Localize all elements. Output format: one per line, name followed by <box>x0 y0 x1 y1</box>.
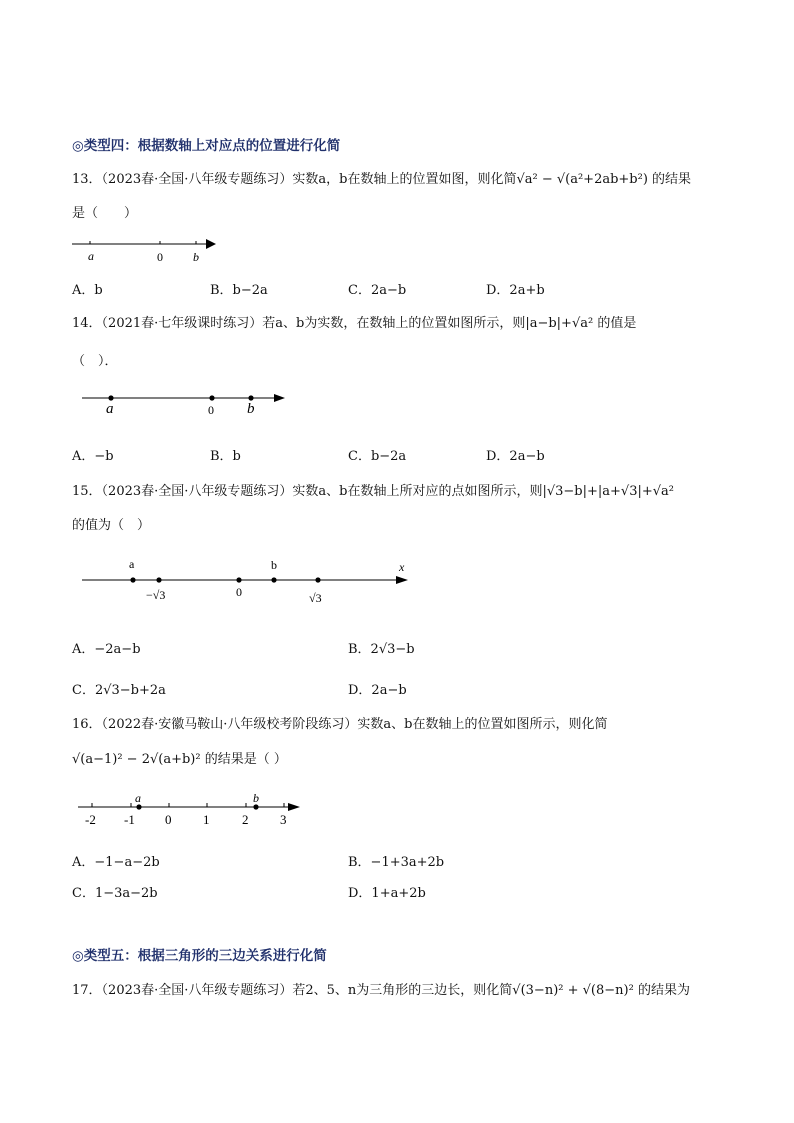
q16-option-b: B．−1+3a+2b <box>348 855 445 870</box>
q14-option-b: B．b <box>210 449 241 464</box>
q14-axis-label-0: 0 <box>208 403 214 417</box>
question-16-stem-cont: √(a−1)² − 2√(a+b)² 的结果是（ ） <box>72 752 287 767</box>
q15-option-c: C．2√3−b+2a <box>72 683 166 698</box>
question-17-stem: 17．（2023春·全国·八年级专题练习）若2、5、n为三角形的三边长，则化简√(3−n)² + √(8−n)² 的结果为 <box>72 983 690 998</box>
question-15-stem: 15．（2023春·全国·八年级专题练习）实数a、b在数轴上所对应的点如图所示，则|√3−b|+|a+√3|+√a² <box>72 484 674 499</box>
question-13-number-line <box>68 234 228 266</box>
section-header-type5: ◎类型五：根据三角形的三边关系进行化简 <box>72 948 327 964</box>
q13-axis-label-0: 0 <box>157 250 163 264</box>
q14-axis-label-b: b <box>247 401 255 417</box>
q16-point-label-a: a <box>135 791 141 805</box>
q16-option-c: C．1−3a−2b <box>72 886 158 901</box>
q13-option-d: D．2a+b <box>486 283 545 298</box>
question-14-stem-cont: （ ）． <box>72 354 118 369</box>
q14-axis-label-a: a <box>106 401 114 417</box>
question-14-number-line <box>78 388 298 422</box>
q16-point-label-b: b <box>253 791 259 805</box>
q15-axis-label-sqrt3: √3 <box>309 591 322 605</box>
q13-option-c: C．2a−b <box>348 283 407 298</box>
q15-axis-label-neg-sqrt3: −√3 <box>146 588 166 602</box>
q13-option-a: A．b <box>72 283 103 298</box>
question-16-stem: 16．（2022春·安徽马鞍山·八年级校考阶段练习）实数a、b在数轴上的位置如图所示，则化简 <box>72 717 608 732</box>
q14-option-a: A．−b <box>72 449 114 464</box>
q15-option-d: D．2a−b <box>348 683 407 698</box>
q14-option-c: C．b−2a <box>348 449 407 464</box>
q16-tick-label: -2 <box>85 812 96 827</box>
q16-tick-label: -1 <box>124 812 135 827</box>
q13-option-b: B．b−2a <box>210 283 268 298</box>
q14-option-d: D．2a−b <box>486 449 545 464</box>
q15-axis-label-b: b <box>271 558 277 572</box>
q16-tick-label: 2 <box>242 812 249 827</box>
q16-tick-label: 1 <box>203 812 210 827</box>
q13-axis-label-a: a <box>88 249 94 263</box>
question-14-stem: 14．（2021春·七年级课时练习）若a、b为实数，在数轴上的位置如图所示，则|a−b|+√a² 的值是 <box>72 316 637 331</box>
q15-axis-label-0: 0 <box>236 585 242 599</box>
q15-option-b: B．2√3−b <box>348 642 415 657</box>
question-15-number-line <box>78 556 418 608</box>
question-13-stem: 13．（2023春·全国·八年级专题练习）实数a，b在数轴上的位置如图，则化简√a² − √(a²+2ab+b²) 的结果 <box>72 172 692 187</box>
section-header-type4: ◎类型四：根据数轴上对应点的位置进行化简 <box>72 138 341 154</box>
q15-axis-label-a: a <box>129 557 135 571</box>
q15-axis-label-x: x <box>399 560 405 574</box>
q16-tick-label: 3 <box>280 812 287 827</box>
q16-option-a: A．−1−a−2b <box>72 855 160 870</box>
q16-tick-label: 0 <box>165 812 172 827</box>
question-16-number-line <box>74 790 306 830</box>
question-13-stem-cont: 是（ ） <box>72 206 138 221</box>
q13-axis-label-b: b <box>193 250 199 264</box>
q16-option-d: D．1+a+2b <box>348 886 426 901</box>
question-15-stem-cont: 的值为（ ） <box>72 518 151 533</box>
q15-option-a: A．−2a−b <box>72 642 141 657</box>
